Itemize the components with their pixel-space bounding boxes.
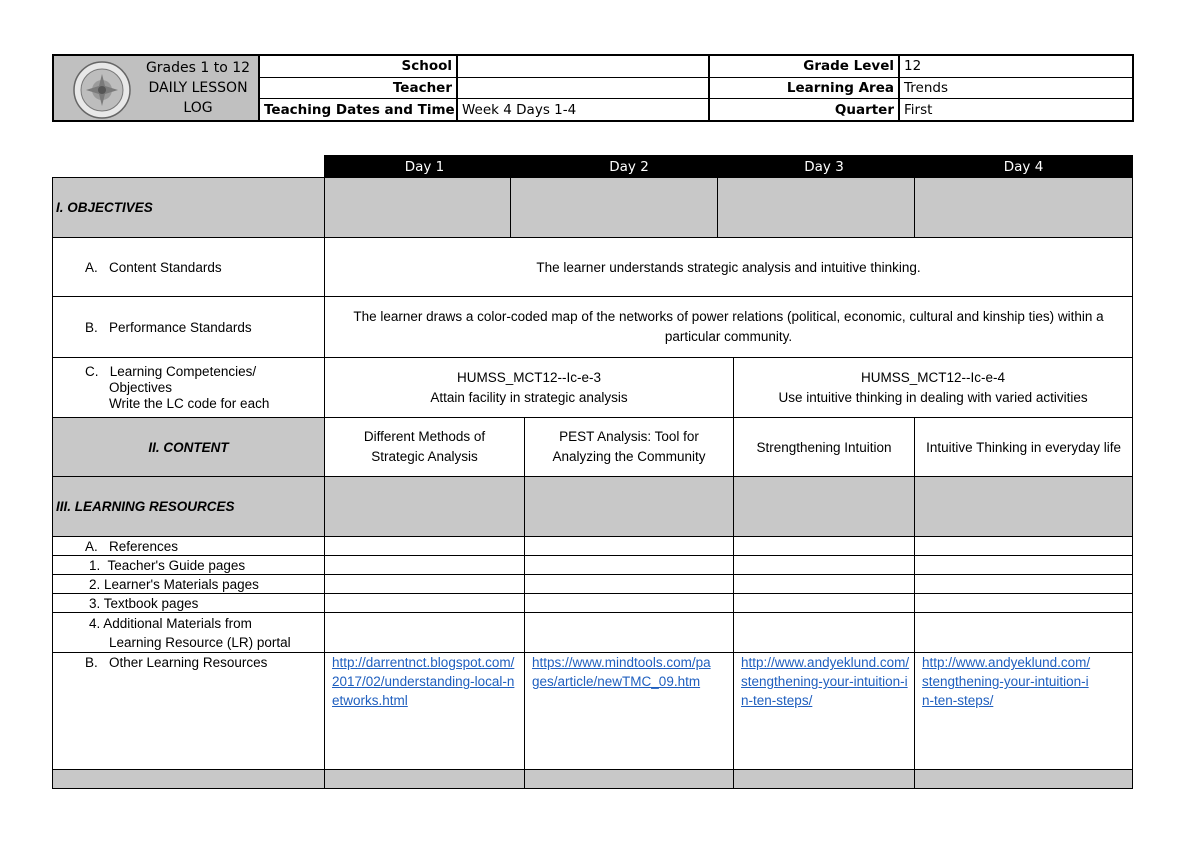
resource-link-day-1[interactable]: http://darrentnct.blogspot.com/2017/02/understanding-local-networks.html — [325, 653, 525, 770]
textbook-day-3[interactable] — [734, 594, 915, 613]
day-2-header: Day 2 — [525, 156, 734, 178]
competency-days-1-2 — [325, 358, 734, 418]
day-1-header: Day 1 — [325, 156, 525, 178]
resource-link-day-2[interactable]: https://www.mindtools.com/pages/article/newTMC_09.htm — [525, 653, 734, 770]
log-title-line: DAILY LESSON — [148, 80, 248, 96]
log-title — [138, 58, 258, 118]
footer-gray-cell — [53, 770, 325, 789]
textbook-day-1[interactable] — [325, 594, 525, 613]
teachers-guide-day-2[interactable] — [525, 556, 734, 575]
additional-materials-day-3[interactable] — [734, 613, 915, 653]
grade-level-field[interactable]: 12 — [899, 55, 1133, 77]
performance-standards-text: The learner draws a color-coded map of the networks of power relations (political, economic, cultural and kinship ties) within a particular community. — [325, 297, 1133, 358]
competency-days-3-4 — [734, 358, 1133, 418]
deped-seal-icon — [72, 60, 132, 120]
learners-materials-day-1[interactable] — [325, 575, 525, 594]
objectives-heading: I. OBJECTIVES — [53, 178, 325, 238]
competencies-label-line: Write the LC code for each — [109, 395, 270, 411]
resources-day-1-cell — [325, 477, 525, 537]
competencies-label-line: C. Learning Competencies/ — [85, 363, 257, 379]
additional-materials-line: 4. Additional Materials from — [89, 615, 252, 631]
lesson-grid — [52, 155, 1133, 789]
resources-day-4-cell — [915, 477, 1133, 537]
learners-materials-day-4[interactable] — [915, 575, 1133, 594]
teaching-dates-field[interactable]: Week 4 Days 1-4 — [457, 99, 709, 121]
objectives-day-4-cell — [915, 178, 1133, 238]
competencies-label-line: Objectives — [109, 379, 173, 395]
learners-materials-label: 2. Learner's Materials pages — [53, 575, 325, 594]
learning-area-label: Learning Area — [709, 77, 899, 99]
additional-materials-day-2[interactable] — [525, 613, 734, 653]
school-label: School — [259, 55, 457, 77]
content-day-3: Strengthening Intuition — [734, 418, 915, 477]
logo-cell — [53, 55, 259, 121]
footer-gray-cell — [915, 770, 1133, 789]
competencies-label — [53, 358, 325, 418]
content-standards-label: A. Content Standards — [53, 238, 325, 297]
content-day-1: Different Methods of Strategic Analysis — [325, 418, 525, 477]
quarter-field[interactable]: First — [899, 99, 1133, 121]
resource-link-day-3[interactable]: http://www.andyeklund.com/stengthening-your-intuition-in-ten-steps/ — [734, 653, 915, 770]
teaching-dates-label: Teaching Dates and Time — [259, 99, 457, 121]
resources-heading: III. LEARNING RESOURCES — [53, 477, 325, 537]
other-resources-label: B. Other Learning Resources — [53, 653, 325, 770]
learners-materials-day-3[interactable] — [734, 575, 915, 594]
teachers-guide-label: 1. Teacher's Guide pages — [53, 556, 325, 575]
footer-gray-cell — [525, 770, 734, 789]
learning-area-field[interactable]: Trends — [899, 77, 1133, 99]
additional-materials-day-4[interactable] — [915, 613, 1133, 653]
grade-level-label: Grade Level — [709, 55, 899, 77]
competency-2-text: Use intuitive thinking in dealing with varied activities — [778, 389, 1088, 405]
references-day-1[interactable] — [325, 537, 525, 556]
competency-2-code: HUMSS_MCT12--Ic-e-4 — [861, 369, 1006, 385]
quarter-label: Quarter — [709, 99, 899, 121]
references-label: A. References — [53, 537, 325, 556]
teacher-field[interactable] — [457, 77, 709, 99]
competency-1-text: Attain facility in strategic analysis — [430, 389, 628, 405]
additional-materials-label — [53, 613, 325, 653]
teachers-guide-day-3[interactable] — [734, 556, 915, 575]
textbook-day-2[interactable] — [525, 594, 734, 613]
resources-day-3-cell — [734, 477, 915, 537]
teachers-guide-day-4[interactable] — [915, 556, 1133, 575]
log-title-line: Grades 1 to 12 — [145, 60, 251, 76]
performance-standards-label: B. Performance Standards — [53, 297, 325, 358]
day-3-header: Day 3 — [734, 156, 915, 178]
content-standards-text: The learner understands strategic analysis and intuitive thinking. — [325, 238, 1133, 297]
content-day-2: PEST Analysis: Tool for Analyzing the Community — [525, 418, 734, 477]
learners-materials-day-2[interactable] — [525, 575, 734, 594]
day-4-header: Day 4 — [915, 156, 1133, 178]
objectives-day-1-cell — [325, 178, 511, 238]
additional-materials-line: Learning Resource (LR) portal — [109, 634, 291, 650]
additional-materials-day-1[interactable] — [325, 613, 525, 653]
references-day-2[interactable] — [525, 537, 734, 556]
content-day-4: Intuitive Thinking in everyday life — [915, 418, 1133, 477]
header-table — [52, 54, 1134, 122]
resources-day-2-cell — [525, 477, 734, 537]
footer-gray-cell — [734, 770, 915, 789]
log-title-line: LOG — [183, 100, 213, 116]
competency-1-code: HUMSS_MCT12--Ic-e-3 — [457, 369, 602, 385]
footer-gray-cell — [325, 770, 525, 789]
textbook-day-4[interactable] — [915, 594, 1133, 613]
content-heading: II. CONTENT — [53, 418, 325, 477]
references-day-4[interactable] — [915, 537, 1133, 556]
teachers-guide-day-1[interactable] — [325, 556, 525, 575]
school-field[interactable] — [457, 55, 709, 77]
day-header-blank — [53, 156, 325, 178]
objectives-day-3-cell — [718, 178, 915, 238]
textbook-label: 3. Textbook pages — [53, 594, 325, 613]
objectives-day-2-cell — [511, 178, 718, 238]
references-day-3[interactable] — [734, 537, 915, 556]
resource-link-day-4[interactable]: http://www.andyeklund.com/stengthening-your-intuition-in-ten-steps/ — [915, 653, 1133, 770]
teacher-label: Teacher — [259, 77, 457, 99]
